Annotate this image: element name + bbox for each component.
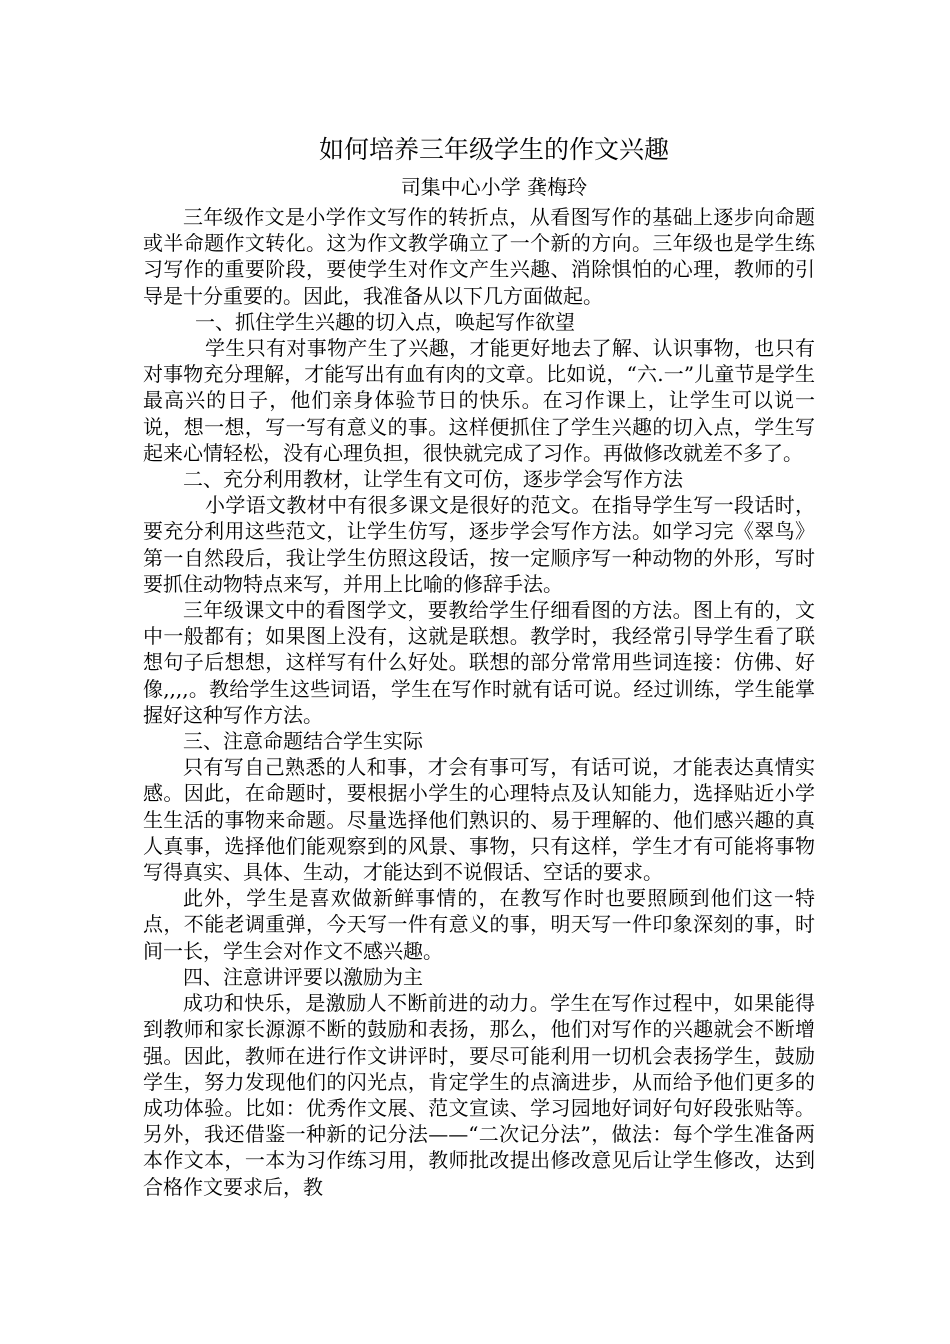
paragraph-section-3b: 此外，学生是喜欢做新鲜事情的，在教写作时也要照顾到他们这一特点，不能老调重弹，今天写一件有意义的事，明天写一件印象深刻的事，时间一长，学生会对作文不感兴趣。 (143, 886, 815, 963)
document-content (143, 130, 815, 1200)
paragraph-intro: 三年级作文是小学作文写作的转折点，从看图写作的基础上逐步向命题或半命题作文转化。这为作文教学确立了一个新的方向。三年级也是学生练习写作的重要阶段，要使学生对作文产生兴趣、消除惧怕的心理，教师的引导是十分重要的。因此，我准备从以下几方面做起。 (143, 205, 815, 308)
paragraph-section-1: 学生只有对事物产生了兴趣，才能更好地去了解、认识事物，也只有对事物充分理解，才能写出有血有肉的文章。比如说，“六.一”儿童节是学生最高兴的日子，他们亲身体验节日的快乐。在习作课上，让学生可以说一说，想一想，写一写有意义的事。这样便抓住了学生兴趣的切入点，学生写起来心情轻松，没有心理负担，很快就完成了习作。再做修改就差不多了。 (143, 336, 815, 465)
author-line: 司集中心小学 龚梅玲 (400, 175, 588, 199)
paragraph-section-4: 成功和快乐，是激励人不断前进的动力。学生在写作过程中，如果能得到教师和家长源源不断的鼓励和表扬，那么，他们对写作的兴趣就会不断增强。因此，教师在进行作文讲评时，要尽可能利用一切机会表扬学生，鼓励学生，努力发现他们的闪光点，肯定学生的点滴进步，从而给予他们更多的成功体验。比如：优秀作文展、范文宣读、学习园地好词好句好段张贴等。另外，我还借鉴一种新的记分法——“二次记分法”，做法：每个学生准备两本作文本，一本为习作练习用，教师批改提出修改意见后让学生修改，达到合格作文要求后，教 (143, 991, 815, 1199)
section-heading-4: 四、注意讲评要以激励为主 (183, 964, 423, 989)
section-heading-1: 一、抓住学生兴趣的切入点，唤起写作欲望 (195, 309, 575, 334)
paragraph-section-2a: 小学语文教材中有很多课文是很好的范文。在指导学生写一段话时，要充分利用这些范文，让学生仿写，逐步学会写作方法。如学习完《翠鸟》第一自然段后，我让学生仿照这段话，按一定顺序写一种动物的外形，写时要抓住动物特点来写，并用上比喻的修辞手法。 (143, 493, 815, 596)
paragraph-section-3a: 只有写自己熟悉的人和事，才会有事可写，有话可说，才能表达真情实感。因此，在命题时，要根据小学生的心理特点及认知能力，选择贴近小学生生活的事物来命题。尽量选择他们熟识的、易于理解的、他们感兴趣的真人真事，选择他们能观察到的风景、事物，只有这样，学生才有可能将事物写得真实、具体、生动，才能达到不说假话、空话的要求。 (143, 755, 815, 885)
document-title: 如何培养三年级学生的作文兴趣 (318, 135, 669, 164)
document-body (143, 204, 815, 1200)
section-heading-3: 三、注意命题结合学生实际 (183, 729, 423, 754)
paragraph-section-2b: 三年级课文中的看图学文，要教给学生仔细看图的方法。图上有的，文中一般都有；如果图上没有，这就是联想。教学时，我经常引导学生看了联想句子后想想，这样写有什么好处。联想的部分常常用些词连接：仿佛、好像,,,,。教给学生这些词语，学生在写作时就有话可说。经过训练，学生能掌握好这种写作方法。 (143, 598, 815, 727)
section-heading-2: 二、充分利用教材，让学生有文可仿，逐步学会写作方法 (183, 467, 683, 492)
